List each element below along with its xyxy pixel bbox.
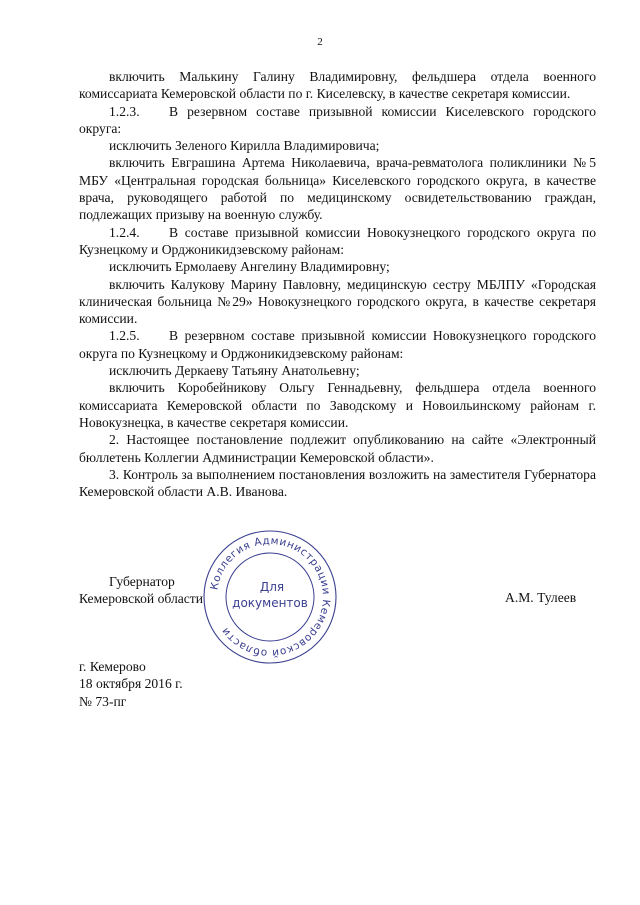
paragraph-text: исключить Ермолаеву Ангелину Владимировну;	[109, 259, 390, 275]
stamp-inner-line2: документов	[232, 596, 308, 610]
paragraph	[79, 154, 596, 223]
paragraph-text: В составе призывной комиссии Новокузнецкого городского округа по Кузнецкому и Орджоникидзевскому районам:	[79, 224, 596, 257]
item-number: 1.2.4.	[109, 224, 140, 240]
official-stamp	[200, 530, 340, 665]
city: г. Кемерово	[79, 659, 146, 674]
signatory-region: Кемеровской области	[79, 591, 204, 607]
paragraph	[79, 379, 596, 431]
paragraph-text: включить Коробейникову Ольгу Геннадьевну, фельдшера отдела военного комиссариата Кемеровской области по Заводскому и Новоильинскому районам г. Новокузнецка, в качестве секретаря комиссии.	[79, 380, 596, 430]
paragraph-text: включить Калукову Марину Павловну, медицинскую сестру МБЛПУ «Городская клиническая больница №29» Новокузнецкого городского округа, в качестве секретаря комиссии.	[79, 276, 596, 327]
paragraph-text: исключить Зеленого Кирилла Владимировича;	[109, 138, 380, 154]
item-number: 2.	[109, 432, 120, 448]
numbered-paragraph	[79, 224, 596, 259]
page-number: 2	[317, 36, 323, 48]
signatory-name: А.М. Тулеев	[505, 590, 577, 605]
paragraph-text: Настоящее постановление подлежит опубликованию на сайте «Электронный бюллетень Коллегии Администрации Кемеровской области».	[79, 432, 596, 465]
paragraph	[79, 68, 596, 103]
numbered-paragraph	[79, 466, 596, 501]
numbered-paragraph	[79, 327, 596, 362]
document-body	[79, 68, 596, 500]
paragraph-text: включить Евграшина Артема Николаевича, врача-ревматолога поликлиники №5 МБУ «Центральная городская больница» Киселевского городского округа, в качестве врача, руководящего работой по медицинскому освидетельствованию граждан, подлежащих призыву на военную службу.	[79, 155, 596, 223]
numbered-paragraph	[79, 103, 596, 138]
paragraph	[79, 276, 596, 328]
paragraph-text: Контроль за выполнением постановления возложить на заместителя Губернатора Кемеровской области А.В. Иванова.	[79, 466, 596, 500]
stamp-ring-text: Коллегия Администрации Кемеровской области	[208, 534, 333, 660]
document-footer	[79, 658, 183, 710]
item-number: 3.	[109, 466, 120, 482]
document-number: № 73-пг	[79, 693, 127, 709]
paragraph-text: исключить Деркаеву Татьяну Анатольевну;	[109, 363, 360, 379]
item-number: 1.2.5.	[109, 328, 140, 344]
paragraph	[79, 362, 596, 379]
paragraph	[79, 137, 596, 154]
paragraph-text: В резервном составе призывной комиссии Новокузнецкого городского округа по Кузнецкому и Орджоникидзевскому районам:	[79, 328, 596, 361]
numbered-paragraph	[79, 431, 596, 466]
item-number: 1.2.3.	[109, 103, 140, 119]
paragraph-text: В резервном составе призывной комиссии Киселевского городского округа:	[79, 103, 596, 136]
paragraph	[79, 258, 596, 275]
stamp-inner-line1: Для	[259, 580, 285, 594]
paragraph-text: включить Малькину Галину Владимировну, фельдшера отдела военного комиссариата Кемеровской области по г. Киселевску, в качестве секретаря комиссии.	[79, 69, 596, 102]
document-date: 18 октября 2016 г.	[79, 676, 183, 692]
signatory-position: Губернатор	[109, 574, 175, 589]
